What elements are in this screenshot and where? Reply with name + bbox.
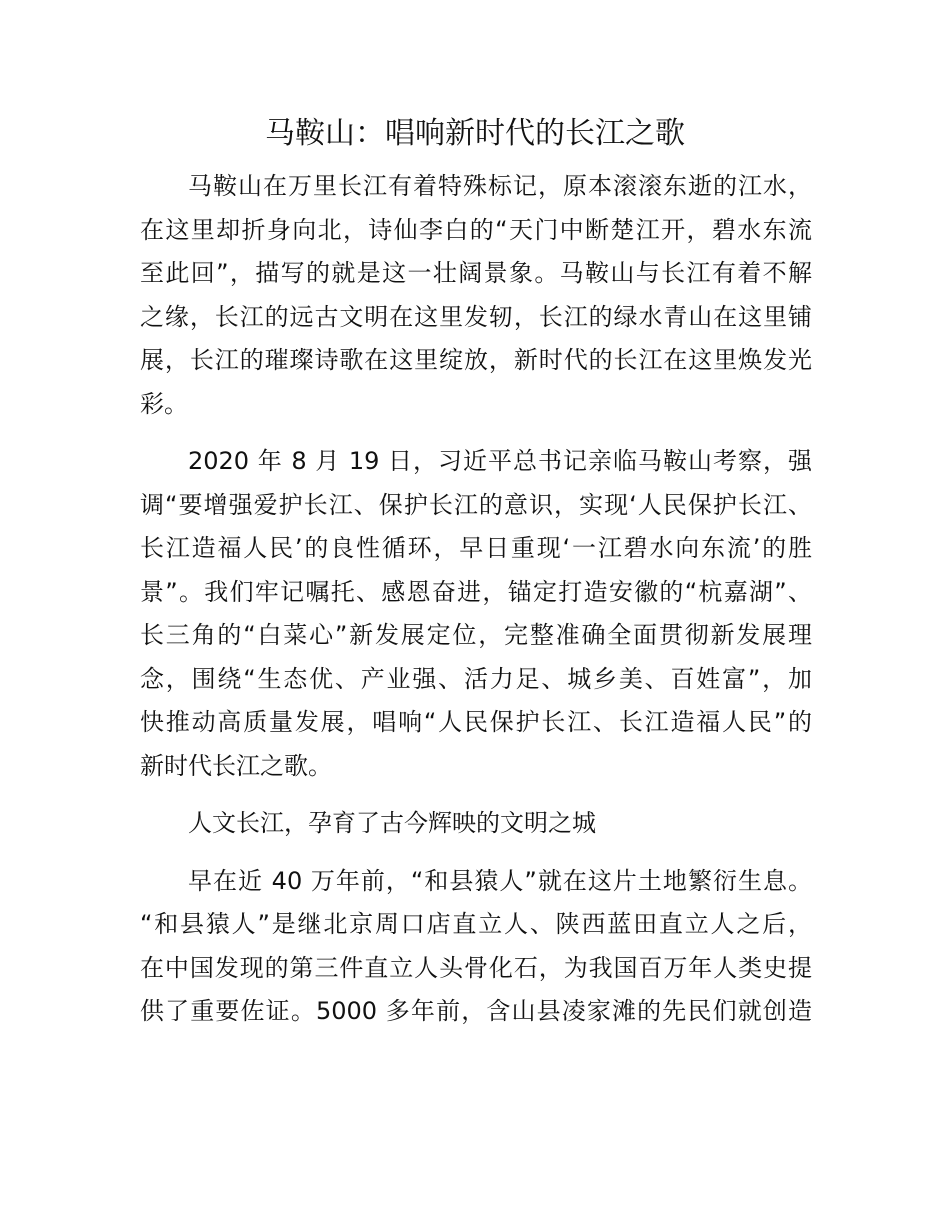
text-line: 念，围绕“生态优、产业强、活力足、城乡美、百姓富”，加 <box>140 664 812 693</box>
text-line: 早在近 40 万年前，“和县猿人”就在这片土地繁衍生息。 <box>188 866 812 895</box>
text-line: 彩。 <box>140 389 188 418</box>
text-line: 之缘，长江的远古文明在这里发轫，长江的绿水青山在这里铺 <box>140 302 812 331</box>
text-line: 2020 年 8 月 19 日，习近平总书记亲临马鞍山考察，强 <box>188 447 812 475</box>
document-title: 马鞍山：唱响新时代的长江之歌 <box>265 116 685 151</box>
paragraph <box>140 440 812 788</box>
text-line: “和县猿人”是继北京周口店直立人、陕西蓝田直立人之后， <box>140 910 812 938</box>
text-line: 在中国发现的第三件直立人头骨化石，为我国百万年人类史提 <box>140 953 812 982</box>
text-line: 长三角的“白菜心”新发展定位，完整准确全面贯彻新发展理 <box>140 621 812 649</box>
text-line: 快推动高质量发展，唱响“人民保护长江、长江造福人民”的 <box>140 708 812 736</box>
text-line: 新时代长江之歌。 <box>140 751 332 780</box>
text-line: 景”。我们牢记嘱托、感恩奋进，锚定打造安徽的“杭嘉湖”、 <box>140 577 812 606</box>
paragraph <box>140 165 812 426</box>
document-body <box>140 165 812 1048</box>
text-line: 马鞍山在万里长江有着特殊标记，原本滚滚东逝的江水， <box>188 172 812 200</box>
paragraph <box>140 802 812 846</box>
text-line: 长江造福人民’的良性循环，早日重现‘一江碧水向东流’的胜 <box>140 534 812 562</box>
text-line: 在这里却折身向北，诗仙李白的“天门中断楚江开，碧水东流 <box>140 215 812 244</box>
text-line: 至此回”，描写的就是这一壮阔景象。马鞍山与长江有着不解 <box>140 259 812 287</box>
text-line: 供了重要佐证。5000 多年前，含山县凌家滩的先民们就创造 <box>140 997 812 1025</box>
text-line: 调“要增强爱护长江、保护长江的意识，实现‘人民保护长江、 <box>140 490 812 519</box>
paragraph <box>140 860 812 1034</box>
text-line: 展，长江的璀璨诗歌在这里绽放，新时代的长江在这里焕发光 <box>140 346 812 374</box>
text-line: 人文长江，孕育了古今辉映的文明之城 <box>188 809 596 837</box>
